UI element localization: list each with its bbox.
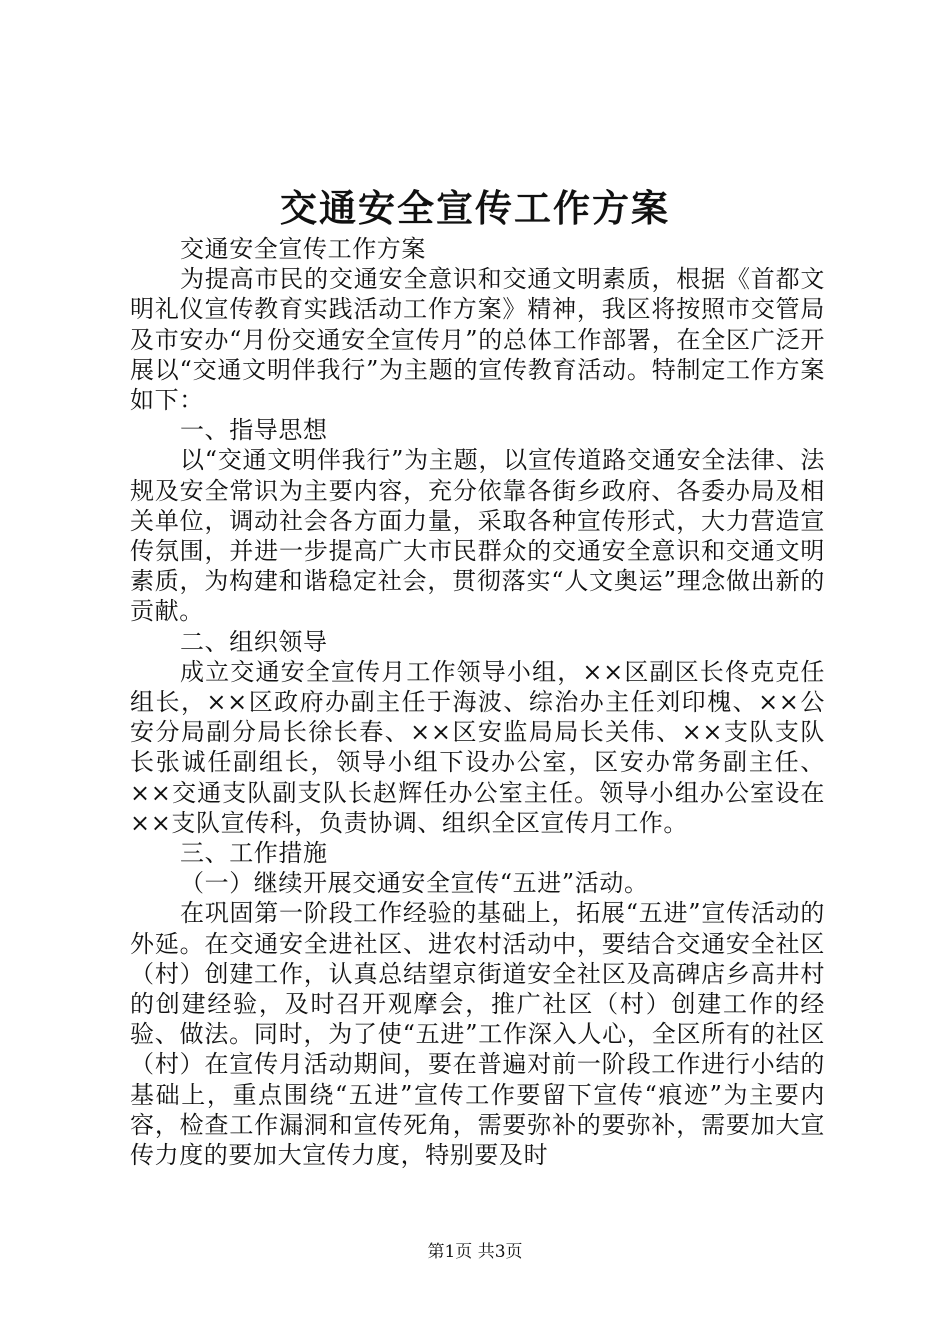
paragraph-subtitle: 交通安全宣传工作方案	[180, 235, 426, 263]
paragraph-organization: 成立交通安全宣传月工作领导小组，××区副区长佟克克任组长，××区政府办副主任于海波、综治办主任刘印槐、××公安分局副分局长徐长春、××区安监局局长关伟、××支队支队长张诚任副组长，领导小组下设办公室，区安办常务副主任、××交通支队副支队长赵辉任办公室主任。领导小组办公室设在××支队宣传科，负责协调、组织全区宣传月工作。	[130, 657, 825, 837]
paragraph-intro: 为提高市民的交通安全意识和交通文明素质，根据《首都文明礼仪宣传教育实践活动工作方案》精神，我区将按照市交管局及市安办“月份交通安全宣传月”的总体工作部署，在全区广泛开展以“交通文明伴我行”为主题的宣传教育活动。特制定工作方案如下：	[130, 265, 825, 415]
page-footer: 第1页 共3页	[427, 1242, 523, 1262]
section-heading-guiding-thought: 一、指导思想	[180, 416, 328, 445]
document-title: 交通安全宣传工作方案	[280, 186, 670, 230]
paragraph-five-entries: 在巩固第一阶段工作经验的基础上，拓展“五进”宣传活动的外延。在交通安全进社区、进农村活动中，要结合交通安全社区（村）创建工作，认真总结望京街道安全社区及高碑店乡高井村的创建经验，及时召开观摩会，推广社区（村）创建工作的经验、做法。同时，为了使“五进”工作深入人心，全区所有的社区（村）在宣传月活动期间，要在普遍对前一阶段工作进行小结的基础上，重点围绕“五进”宣传工作要留下宣传“痕迹”为主要内容，检查工作漏洞和宣传死角，需要弥补的要弥补，需要加大宣传力度的要加大宣传力度，特别要及时	[130, 899, 825, 1170]
section-heading-organization: 二、组织领导	[180, 627, 328, 656]
document-body	[130, 234, 825, 1170]
paragraph-guiding-thought: 以“交通文明伴我行”为主题，以宣传道路交通安全法律、法规及安全常识为主要内容，充分依靠各街乡政府、各委办局及相关单位，调动社会各方面力量，采取各种宣传形式，大力营造宣传氛围，并进一步提高广大市民群众的交通安全意识和交通文明素质，为构建和谐稳定社会，贯彻落实“人文奥运”理念做出新的贡献。	[130, 446, 825, 626]
subsection-heading-five-entries: （一）继续开展交通安全宣传“五进”活动。	[180, 869, 649, 898]
section-heading-measures: 三、工作措施	[180, 839, 328, 868]
